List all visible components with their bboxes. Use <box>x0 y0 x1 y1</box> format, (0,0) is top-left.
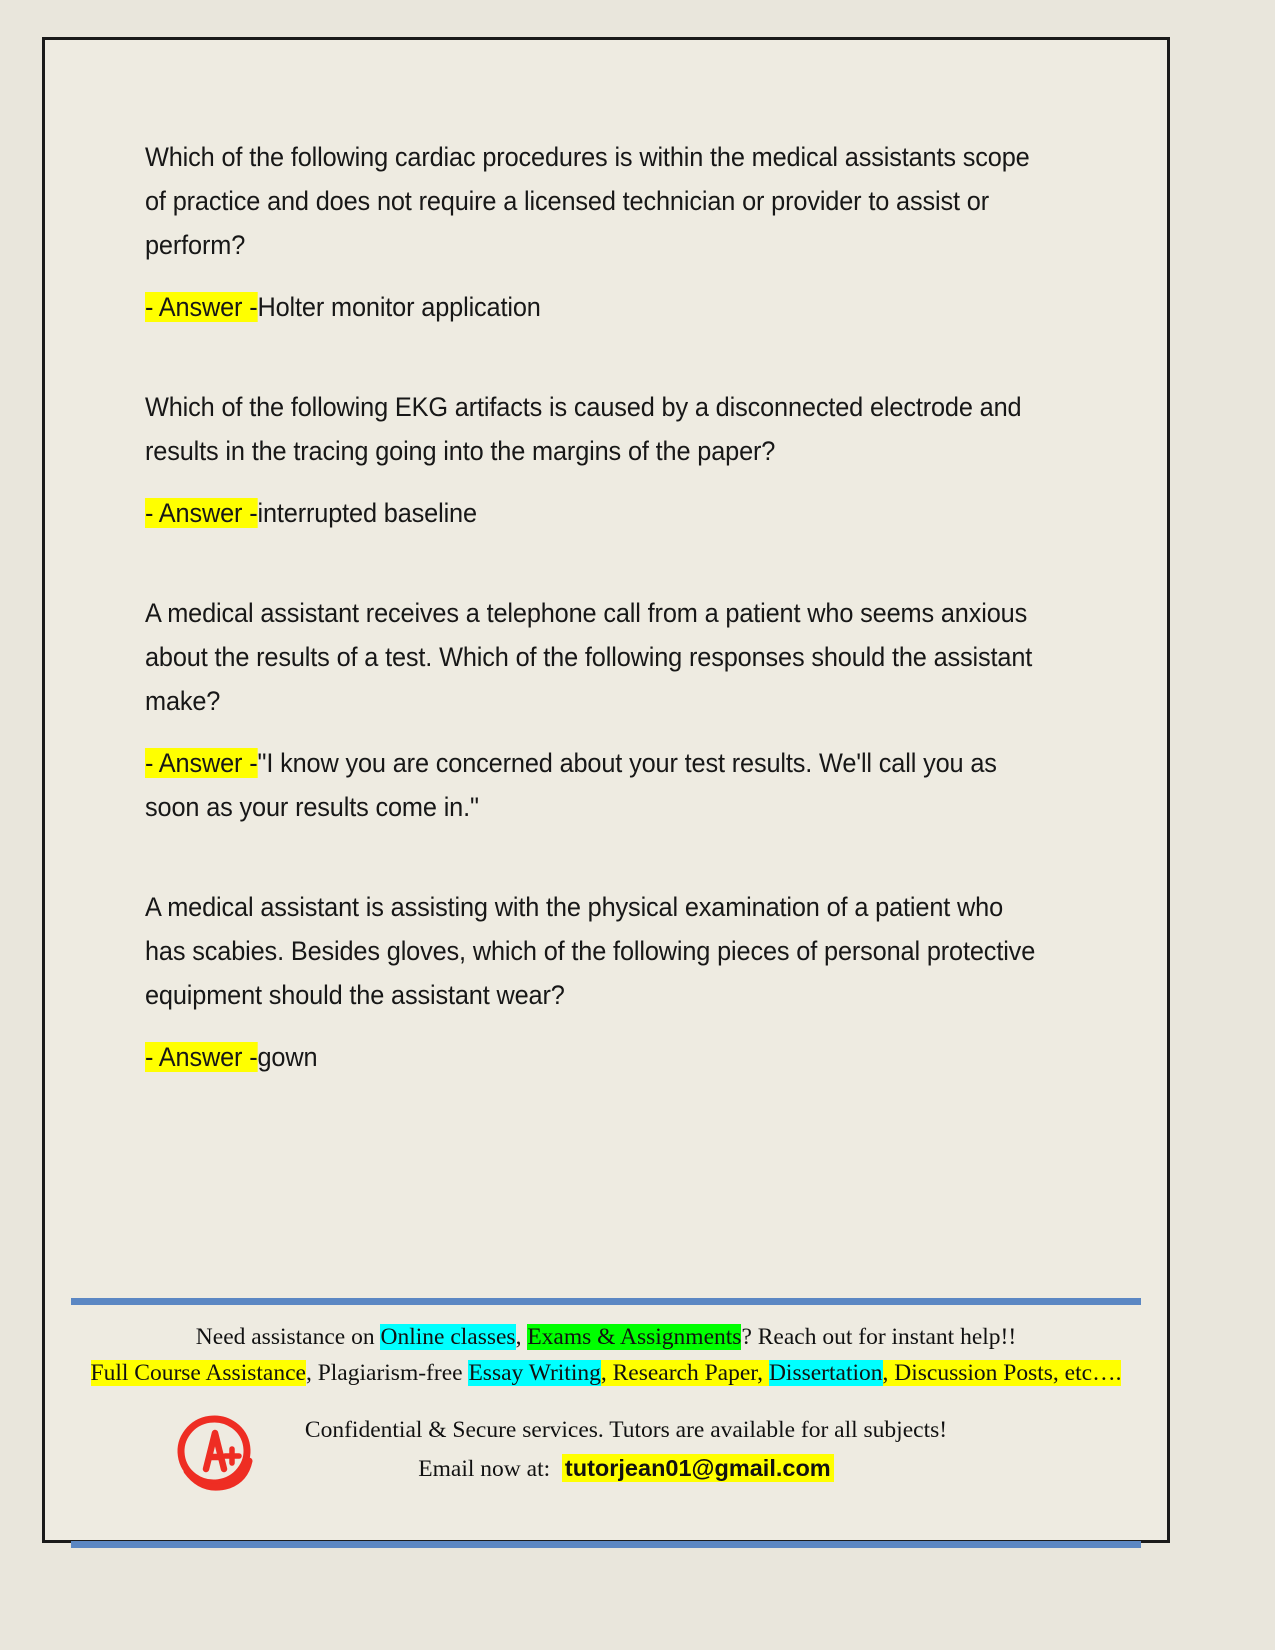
footer-top-divider <box>71 1298 1141 1305</box>
tagline-text: Confidential & Secure services. Tutors are available for all subjects! <box>304 1417 948 1443</box>
answer-text: "I know you are concerned about your test results. We'll call you as soon as your results come in." <box>145 748 997 822</box>
promo-research-paper: , Research Paper, <box>600 1360 769 1386</box>
answer-label: - Answer - <box>145 292 258 322</box>
promo-discussion-posts: , Discussion Posts, etc…. <box>882 1360 1122 1386</box>
footer <box>45 1298 1167 1548</box>
promo-2-seg2: , Plagiarism-free <box>305 1360 469 1386</box>
answer-label: - Answer - <box>145 498 258 528</box>
question-text: Which of the following EKG artifacts is caused by a disconnected electrode and results in the tracing going into the margins of the paper? <box>145 392 1022 466</box>
promo-1-seg5: ? Reach out for instant help!! <box>741 1324 1017 1350</box>
answer-line <box>145 285 1038 329</box>
answer-label: - Answer - <box>145 1042 258 1072</box>
a-plus-grade-icon <box>173 1413 257 1491</box>
footer-bottom-divider <box>71 1541 1141 1548</box>
answer-line <box>145 1035 1038 1079</box>
footer-spacer <box>45 1507 1167 1531</box>
promo-dissertation: Dissertation <box>768 1360 883 1386</box>
answer-line <box>145 741 1038 829</box>
promo-online-classes: Online classes <box>380 1324 516 1350</box>
qa-content <box>145 135 1080 1079</box>
promo-exams-assignments: Exams & Assignments <box>527 1324 742 1350</box>
qa-block <box>145 385 1080 535</box>
promo-full-course-assistance: Full Course Assistance <box>90 1360 306 1386</box>
qa-block <box>145 135 1080 329</box>
answer-line <box>145 491 1038 535</box>
promo-line-2 <box>45 1355 1167 1391</box>
qa-block <box>145 885 1080 1079</box>
email-label: Email now at: <box>418 1456 551 1482</box>
question-text: A medical assistant receives a telephone call from a patient who seems anxious about the results of a test. Which of the following responses should the assistant make? <box>145 598 1033 716</box>
question-text: A medical assistant is assisting with the physical examination of a patient who has scabies. Besides gloves, which of the following pieces of personal protective equipment should the assistant wear? <box>145 892 1036 1010</box>
question-text: Which of the following cardiac procedures is within the medical assistants scope of practice and does not require a licensed technician or provider to assist or perform? <box>145 142 1030 260</box>
answer-label: - Answer - <box>145 748 258 778</box>
document-page <box>42 37 1170 1543</box>
answer-text: gown <box>257 1042 318 1072</box>
promo-1-seg1: Need assistance on <box>195 1324 381 1350</box>
qa-block <box>145 591 1080 829</box>
footer-body <box>45 1305 1167 1541</box>
promo-essay-writing: Essay Writing <box>468 1360 601 1386</box>
footer-lower <box>45 1411 1167 1507</box>
promo-1-seg3: , <box>515 1324 528 1350</box>
answer-text: Holter monitor application <box>257 292 541 322</box>
promo-line-1 <box>45 1319 1167 1355</box>
email-address[interactable]: tutorjean01@gmail.com <box>562 1454 834 1482</box>
answer-text: interrupted baseline <box>257 498 477 528</box>
